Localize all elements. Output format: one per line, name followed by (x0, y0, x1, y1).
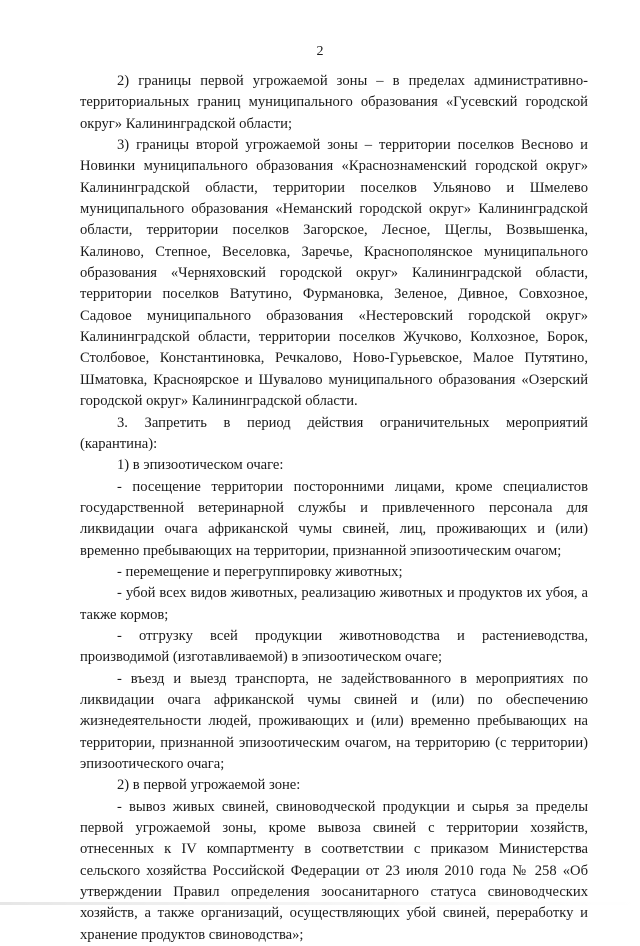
list-item-product-shipment: - отгрузку всей продукции животноводства и растениеводства, производимой (изготавливаемой) в эпизоотическом очаге; (80, 627, 588, 666)
paragraph-epizootic-focus-heading: 1) в эпизоотическом очаге: (117, 457, 284, 474)
list-item-slaughter: - убой всех видов животных, реализацию животных и продуктов их убоя, а также кормов; (80, 585, 588, 623)
list-item-transport-entry-exit: - въезд и выезд транспорта, не задействованного в мероприятиях по ликвидации очага африканской чумы свиней и (или) по обеспечению жизнедеятельности людей, проживающих и (или) временно пребывающих на территории, признанной эпизоотическим очагом, на территорию (с территории) эпизоотического очага; (80, 670, 588, 772)
paragraph-second-threat-zone-borders: 3) границы второй угрожаемой зоны – территории поселков Весново и Новинки муниципального образования «Краснознаменский городской округ» Калининградской области, территории поселков Ульяново и Шмелево муниципального образования «Неманский городской округ» Калининградской области, территории поселков Загорское, Лесное, Щеглы, Возвышенка, Калиново, Степное, Веселовка, Заречье, Краснополянское муниципального образования «Черняховский городской округ» Калининградской области, территории поселков Ватутино, Фурмановка, Зеленое, Дивное, Совхозное, Садовое муниципального образования «Нестеровский городской округ» Калининградской области, территории поселков Жучково, Колхозное, Борок, Столбовое, Константиновка, Речкалово, Ново-Гурьевское, Малое Путятино, Шматовка, Красноярское и Шувалово муниципального образования «Озерский городской округ» Калининградской области. (80, 137, 588, 410)
paragraph-quarantine-prohibitions: 3. Запретить в период действия ограничительных мероприятий (карантина): (80, 414, 588, 452)
page-number: 2 (316, 44, 324, 59)
paragraph-first-threat-zone-heading: 2) в первой угрожаемой зоне: (117, 777, 301, 794)
list-item-visiting-territory: - посещение территории посторонними лицами, кроме специалистов государственной ветеринарной службы и привлеченного персонала для ликвидации очага африканской чумы свиней, лиц, проживающих и (или) временно пребывающих на территории, признанной эпизоотическим очагом; (80, 478, 588, 559)
list-item-live-pig-export: - вывоз живых свиней, свиноводческой продукции и сырья за пределы первой угрожаемой зоны, кроме вывоза свиней с территории хозяйств, отнесенных к IV компартменту в соответствии с приказом Министерства сельского хозяйства Российской Федерации от 23 июля 2010 года № 258 «Об утверждении Правил определения зоосанитарного статуса свиноводческих хозяйств, а также организаций, осуществляющих убой свиней, переработку и хранение продуктов свиноводства»; (80, 798, 588, 943)
document-body (80, 71, 588, 946)
list-item-animal-movement: - перемещение и перегруппировку животных; (117, 563, 403, 580)
paragraph-first-threat-zone-borders: 2) границы первой угрожаемой зоны – в пределах административно-территориальных границ муниципального образования «Гусевский городской округ» Калининградской области; (80, 73, 588, 132)
